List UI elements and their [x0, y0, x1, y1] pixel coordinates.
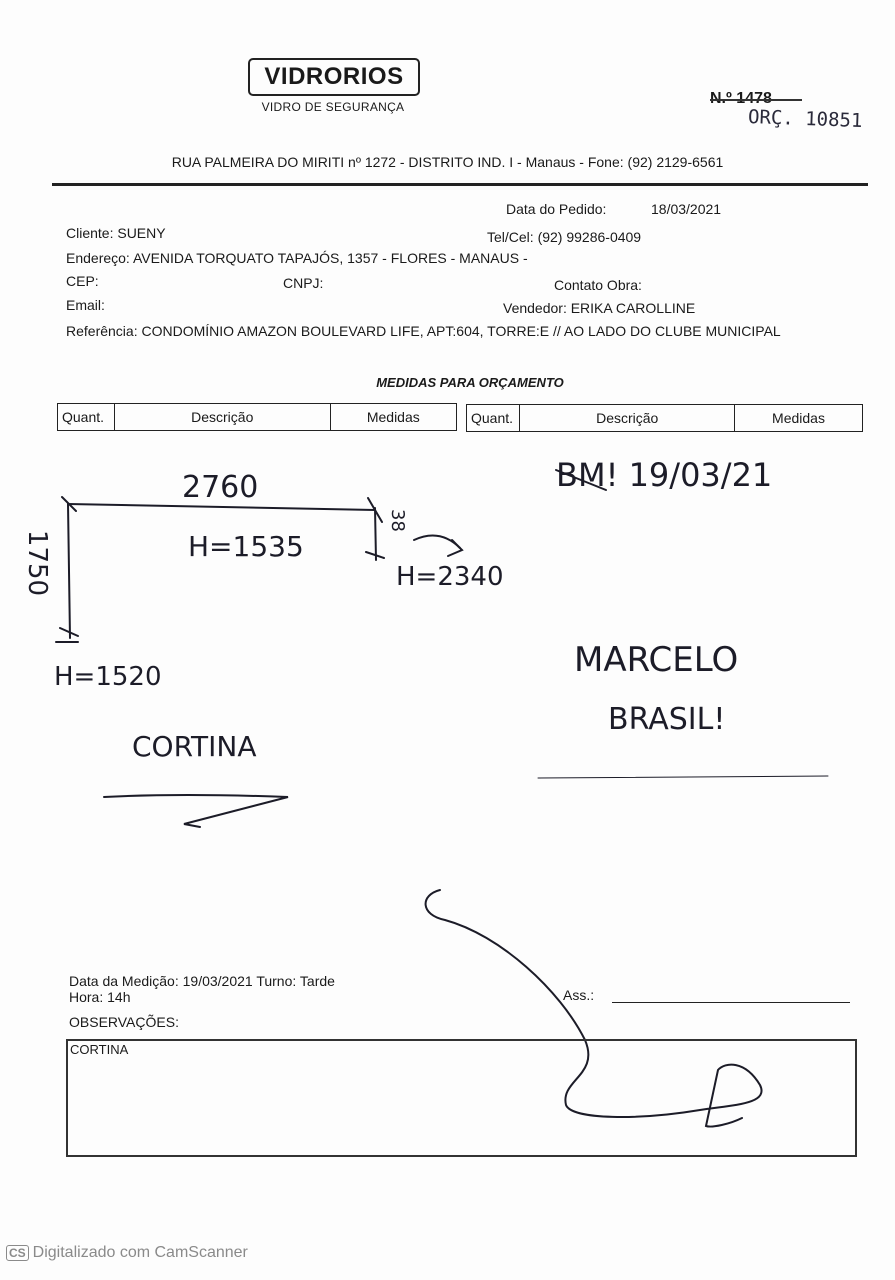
col-medidas: Medidas: [735, 405, 863, 432]
signature-label: Ass.:: [563, 987, 595, 1003]
site-contact-field: Contato Obra:: [554, 277, 642, 293]
approval-mark: BM! 19/03/21: [556, 456, 773, 494]
company-logo: VIDRORIOS: [248, 58, 420, 96]
col-descricao: Descrição: [114, 404, 330, 431]
measurement-date: Data da Medição: 19/03/2021 Turno: Tarde: [69, 973, 335, 989]
note-cortina: CORTINA: [132, 730, 257, 763]
client-address: Endereço: AVENIDA TORQUATO TAPAJÓS, 1357 - FLORES - MANAUS -: [66, 250, 528, 266]
company-address: RUA PALMEIRA DO MIRITI nº 1272 - DISTRITO IND. I - Manaus - Fone: (92) 2129-6561: [171, 154, 724, 170]
signature-name-line2: BRASIL!: [608, 702, 726, 737]
height-right: H=2340: [396, 562, 504, 592]
sketch-arrow-head: [448, 540, 462, 556]
height-top: H=1535: [188, 530, 304, 563]
left-height: 1750: [22, 529, 53, 597]
col-medidas: Medidas: [330, 404, 456, 431]
observations-box: [66, 1039, 857, 1157]
cnpj-field: CNPJ:: [283, 275, 324, 291]
client-phone: Tel/Cel: (92) 99286-0409: [487, 229, 642, 245]
height-left: H=1520: [54, 662, 162, 692]
width-measure: 2760: [182, 470, 259, 505]
measurements-title: MEDIDAS PARA ORÇAMENTO: [376, 375, 564, 390]
signature-underline: [538, 776, 828, 778]
signature-name-line1: MARCELO: [574, 640, 739, 680]
measurement-time: Hora: 14h: [69, 989, 131, 1005]
company-tagline: VIDRO DE SEGURANÇA: [261, 100, 405, 114]
col-descricao: Descrição: [520, 405, 735, 432]
handwritten-quote-number: ORÇ. 10851: [747, 106, 863, 132]
order-date: 18/03/2021: [651, 201, 722, 217]
signature-line: [612, 1002, 850, 1003]
order-date-label: Data do Pedido:: [506, 201, 607, 217]
right-depth: 38: [386, 509, 408, 532]
observations-label: OBSERVAÇÕES:: [69, 1014, 179, 1030]
cortina-underline: [104, 795, 288, 827]
col-quant: Quant.: [467, 405, 520, 432]
scanner-watermark: [6, 1244, 248, 1262]
email-field: Email:: [66, 297, 105, 313]
col-quant: Quant.: [58, 404, 115, 431]
observations-text: CORTINA: [70, 1042, 129, 1057]
camscanner-icon: CS: [6, 1245, 29, 1261]
sketch-right-line: [375, 508, 376, 560]
cep-field: CEP:: [66, 273, 99, 289]
scanner-text: Digitalizado com CamScanner: [32, 1244, 248, 1261]
client-name: Cliente: SUENY: [66, 225, 166, 241]
sketch-left-line: [68, 504, 70, 638]
reference-field: Referência: CONDOMÍNIO AMAZON BOULEVARD LIFE, APT:604, TORRE:E // AO LADO DO CLUBE MUNICIPAL: [66, 323, 781, 339]
seller-field: Vendedor: ERIKA CAROLLINE: [503, 300, 696, 316]
